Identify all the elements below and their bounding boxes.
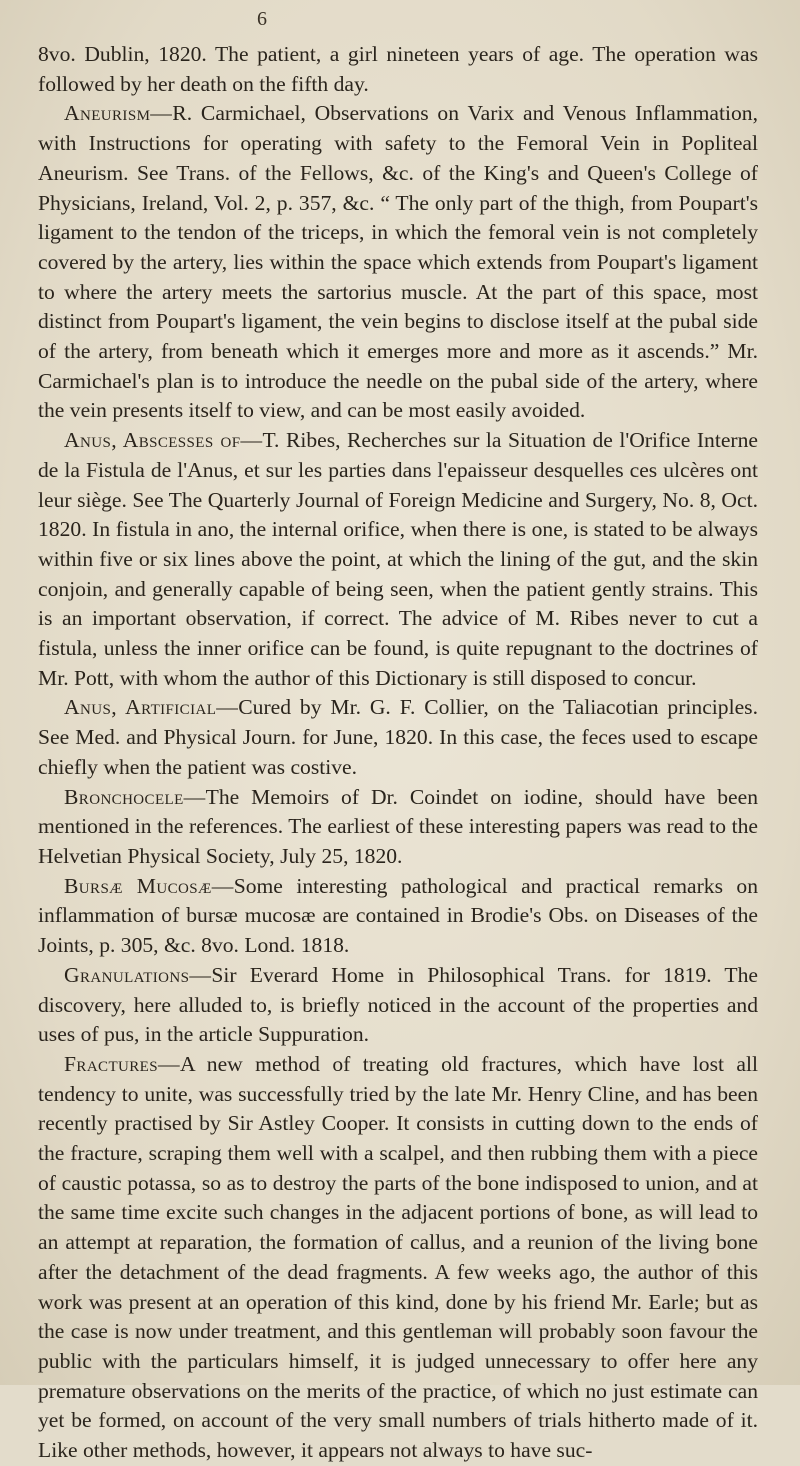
entry-granulations [38, 961, 758, 1050]
entry-heading: Fractures— [64, 1051, 180, 1076]
entry-heading: Anus, Abscesses of— [64, 428, 263, 453]
entry-heading: Anus, Artificial— [64, 695, 239, 720]
text-column [38, 40, 758, 1466]
entry-fractures [38, 1050, 758, 1466]
entry-text: The Memoirs of Dr. Coindet on iodine, should have been mentioned in the references. The earliest of these interesting papers was read to the Helvetian Physical Society, July 25, 1820. [38, 784, 758, 868]
paragraph-continuation [38, 40, 758, 99]
entry-heading: Bronchocele— [64, 784, 206, 809]
entry-text: Sir Everard Home in Philosophical Trans. for 1819. The discovery, here alluded to, is briefly noticed in the account of the properties and uses of pus, in the article Suppuration. [38, 962, 758, 1047]
entry-text: R. Carmichael, Observations on Varix and Venous Inflammation, with Instructions for operating with safety to the Femoral Vein in Popliteal Aneurism. See Trans. of the Fellows, &c. of the King's and Queen's College of Physicians, Ireland, Vol. 2, p. 357, &c. “ The only part of the thigh, from Poupart's ligament to the tendon of the triceps, in which the femoral vein is not completely covered by the artery, lies within the space which extends from Poupart's ligament to where the artery meets the sartorius muscle. At the part of this space, most distinct from Poupart's ligament, the vein begins to disclose itself at the pubal side of the artery, from beneath which it emerges more and more as it ascends.” Mr. Carmichael's plan is to introduce the needle on the pubal side of the artery, where the vein presents itself to view, and can be most easily avoided. [38, 101, 758, 423]
entry-text: Some interesting pathological and practical remarks on inflammation of bursæ mucosæ are contained in Brodie's Obs. on Diseases of the Joints, p. 305, &c. 8vo. Lond. 1818. [38, 873, 758, 958]
entry-text: 8vo. Dublin, 1820. The patient, a girl nineteen years of age. The operation was followed by her death on the fifth day. [38, 42, 758, 96]
entry-heading: Aneurism— [64, 101, 173, 126]
page-number: 6 [257, 8, 267, 30]
entry-aneurism [38, 99, 758, 426]
entry-text: T. Ribes, Recherches sur la Situation de l'Orifice Interne de la Fistula de l'Anus, et sur les parties dans l'epaisseur desquelles ces ulcères ont leur siège. See The Quarterly Journal of Foreign Medicine and Surgery, No. 8, Oct. 1820. In fistula in ano, the internal orifice, when there is one, is stated to be always within five or six lines above the point, at which the lining of the gut, and the skin conjoin, and generally capable of being seen, when the patient gently strains. This is an important observation, if correct. The advice of M. Ribes never to cut a fistula, unless the inner orifice can be found, is quite repugnant to the doctrines of Mr. Pott, with whom the author of this Dictionary is still disposed to concur. [38, 428, 758, 690]
entry-heading: Granulations— [64, 962, 212, 987]
entry-bronchocele [38, 783, 758, 872]
entry-bursae-mucosae [38, 872, 758, 961]
entry-text: A new method of treating old fractures, which have lost all tendency to unite, was successfully tried by the late Mr. Henry Cline, and has been recently practised by Sir Astley Cooper. It consists in cutting down to the ends of the fracture, scraping them well with a scalpel, and then rubbing them with a piece of caustic potassa, so as to destroy the parts of the bone indisposed to union, and at the same time excite such changes in the adjacent portions of bone, as will lead to an attempt at reparation, the formation of callus, and a reunion of the living bone after the detachment of the dead fragments. A few weeks ago, the author of this work was present at an operation of this kind, done by his friend Mr. Earle; but as the case is now under treatment, and this gentleman will probably soon favour the public with the particulars himself, it is judged unnecessary to offer here any premature observations on the merits of the practice, of which no just estimate can yet be formed, on account of the very small numbers of trials hitherto made of it. Like other methods, however, it appears not always to have suc- [38, 1051, 758, 1463]
entry-anus-artificial [38, 693, 758, 782]
entry-anus-abscesses [38, 426, 758, 693]
entry-text: Cured by Mr. G. F. Collier, on the Taliacotian principles. See Med. and Physical Journ. for June, 1820. In this case, the feces used to escape chiefly when the patient was costive. [38, 695, 758, 779]
entry-heading: Bursæ Mucosæ— [64, 873, 234, 898]
